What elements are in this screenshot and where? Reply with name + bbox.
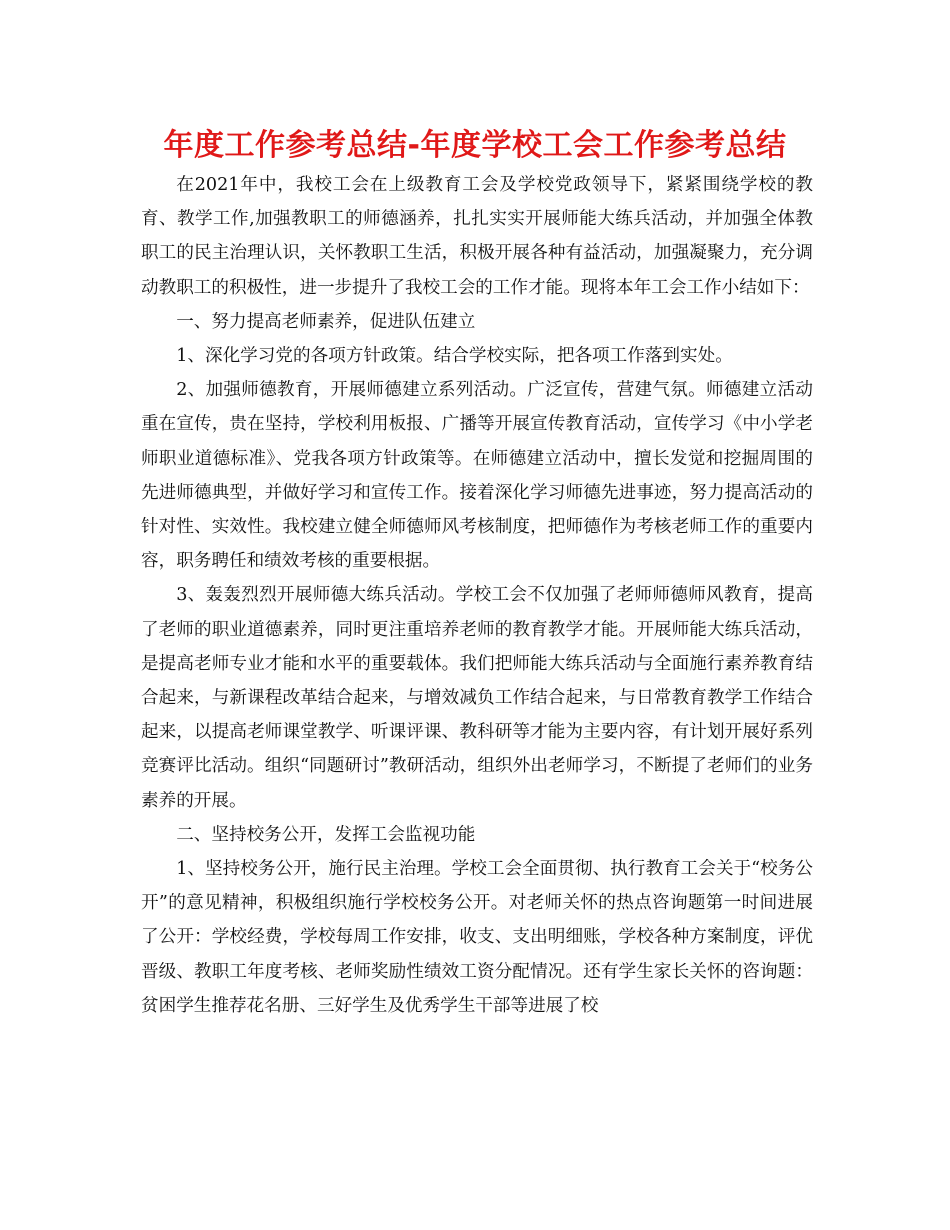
paragraph-1-1: 1、深化学习党的各项方针政策。结合学校实际，把各项工作落到实处。 — [176, 346, 733, 367]
paragraph-1-3: 3、轰轰烈烈开展师德大练兵活动。学校工会不仅加强了老师师德师风教育，提高了老师的职业道德素养，同时更注重培养老师的教育教学才能。开展师能大练兵活动，是提高老师专业才能和水平的重要载体。我们把师能大练兵活动与全面施行素养教育结合起来，与新课程改革结合起来，与增效减负工作结合起来，与日常教育教学工作结合起来，以提高老师课堂教学、听课评课、教科研等才能为主要内容，有计划开展好系列竞赛评比活动。组织“同题研讨”教研活动，组织外出老师学习，不断提了老师们的业务素养的开展。 — [141, 585, 813, 811]
document-title: 年度工作参考总结-年度学校工会工作参考总结 — [163, 128, 787, 163]
section-heading-1: 一、努力提高老师素养，促进队伍建立 — [176, 311, 476, 332]
section-heading-2: 二、坚持校务公开，发挥工会监视功能 — [176, 824, 476, 845]
document-body — [141, 168, 813, 1023]
paragraph-intro: 在2021年中，我校工会在上级教育工会及学校党政领导下，紧紧围绕学校的教育、教学工作,加强教职工的师德涵养，扎扎实实开展师能大练兵活动，并加强全体教职工的民主治理认识，关怀教职工生活，积极开展各种有益活动，加强凝聚力，充分调动教职工的积极性，进一步提升了我校工会的工作才能。现将本年工会工作小结如下： — [141, 175, 813, 298]
paragraph-1-2: 2、加强师德教育，开展师德建立系列活动。广泛宣传，营建气氛。师德建立活动重在宣传，贵在坚持，学校利用板报、广播等开展宣传教育活动，宣传学习《中小学老师职业道德标准》、党我各项方针政策等。在师德建立活动中，擅长发觉和挖掘周围的先进师德典型，并做好学习和宣传工作。接着深化学习师德先进事迹，努力提高活动的针对性、实效性。我校建立健全师德师风考核制度，把师德作为考核老师工作的重要内容，职务聘任和绩效考核的重要根据。 — [141, 380, 813, 572]
paragraph-2-1: 1、坚持校务公开，施行民主治理。学校工会全面贯彻、执行教育工会关于“校务公开”的意见精神，积极组织施行学校校务公开。对老师关怀的热点咨询题第一时间进展了公开：学校经费，学校每周工作安排，收支、支出明细账，学校各种方案制度，评优晋级、教职工年度考核、老师奖励性绩效工资分配情况。还有学生家长关怀的咨询题：贫困学生推荐花名册、三好学生及优秀学生干部等进展了校 — [141, 859, 813, 1016]
